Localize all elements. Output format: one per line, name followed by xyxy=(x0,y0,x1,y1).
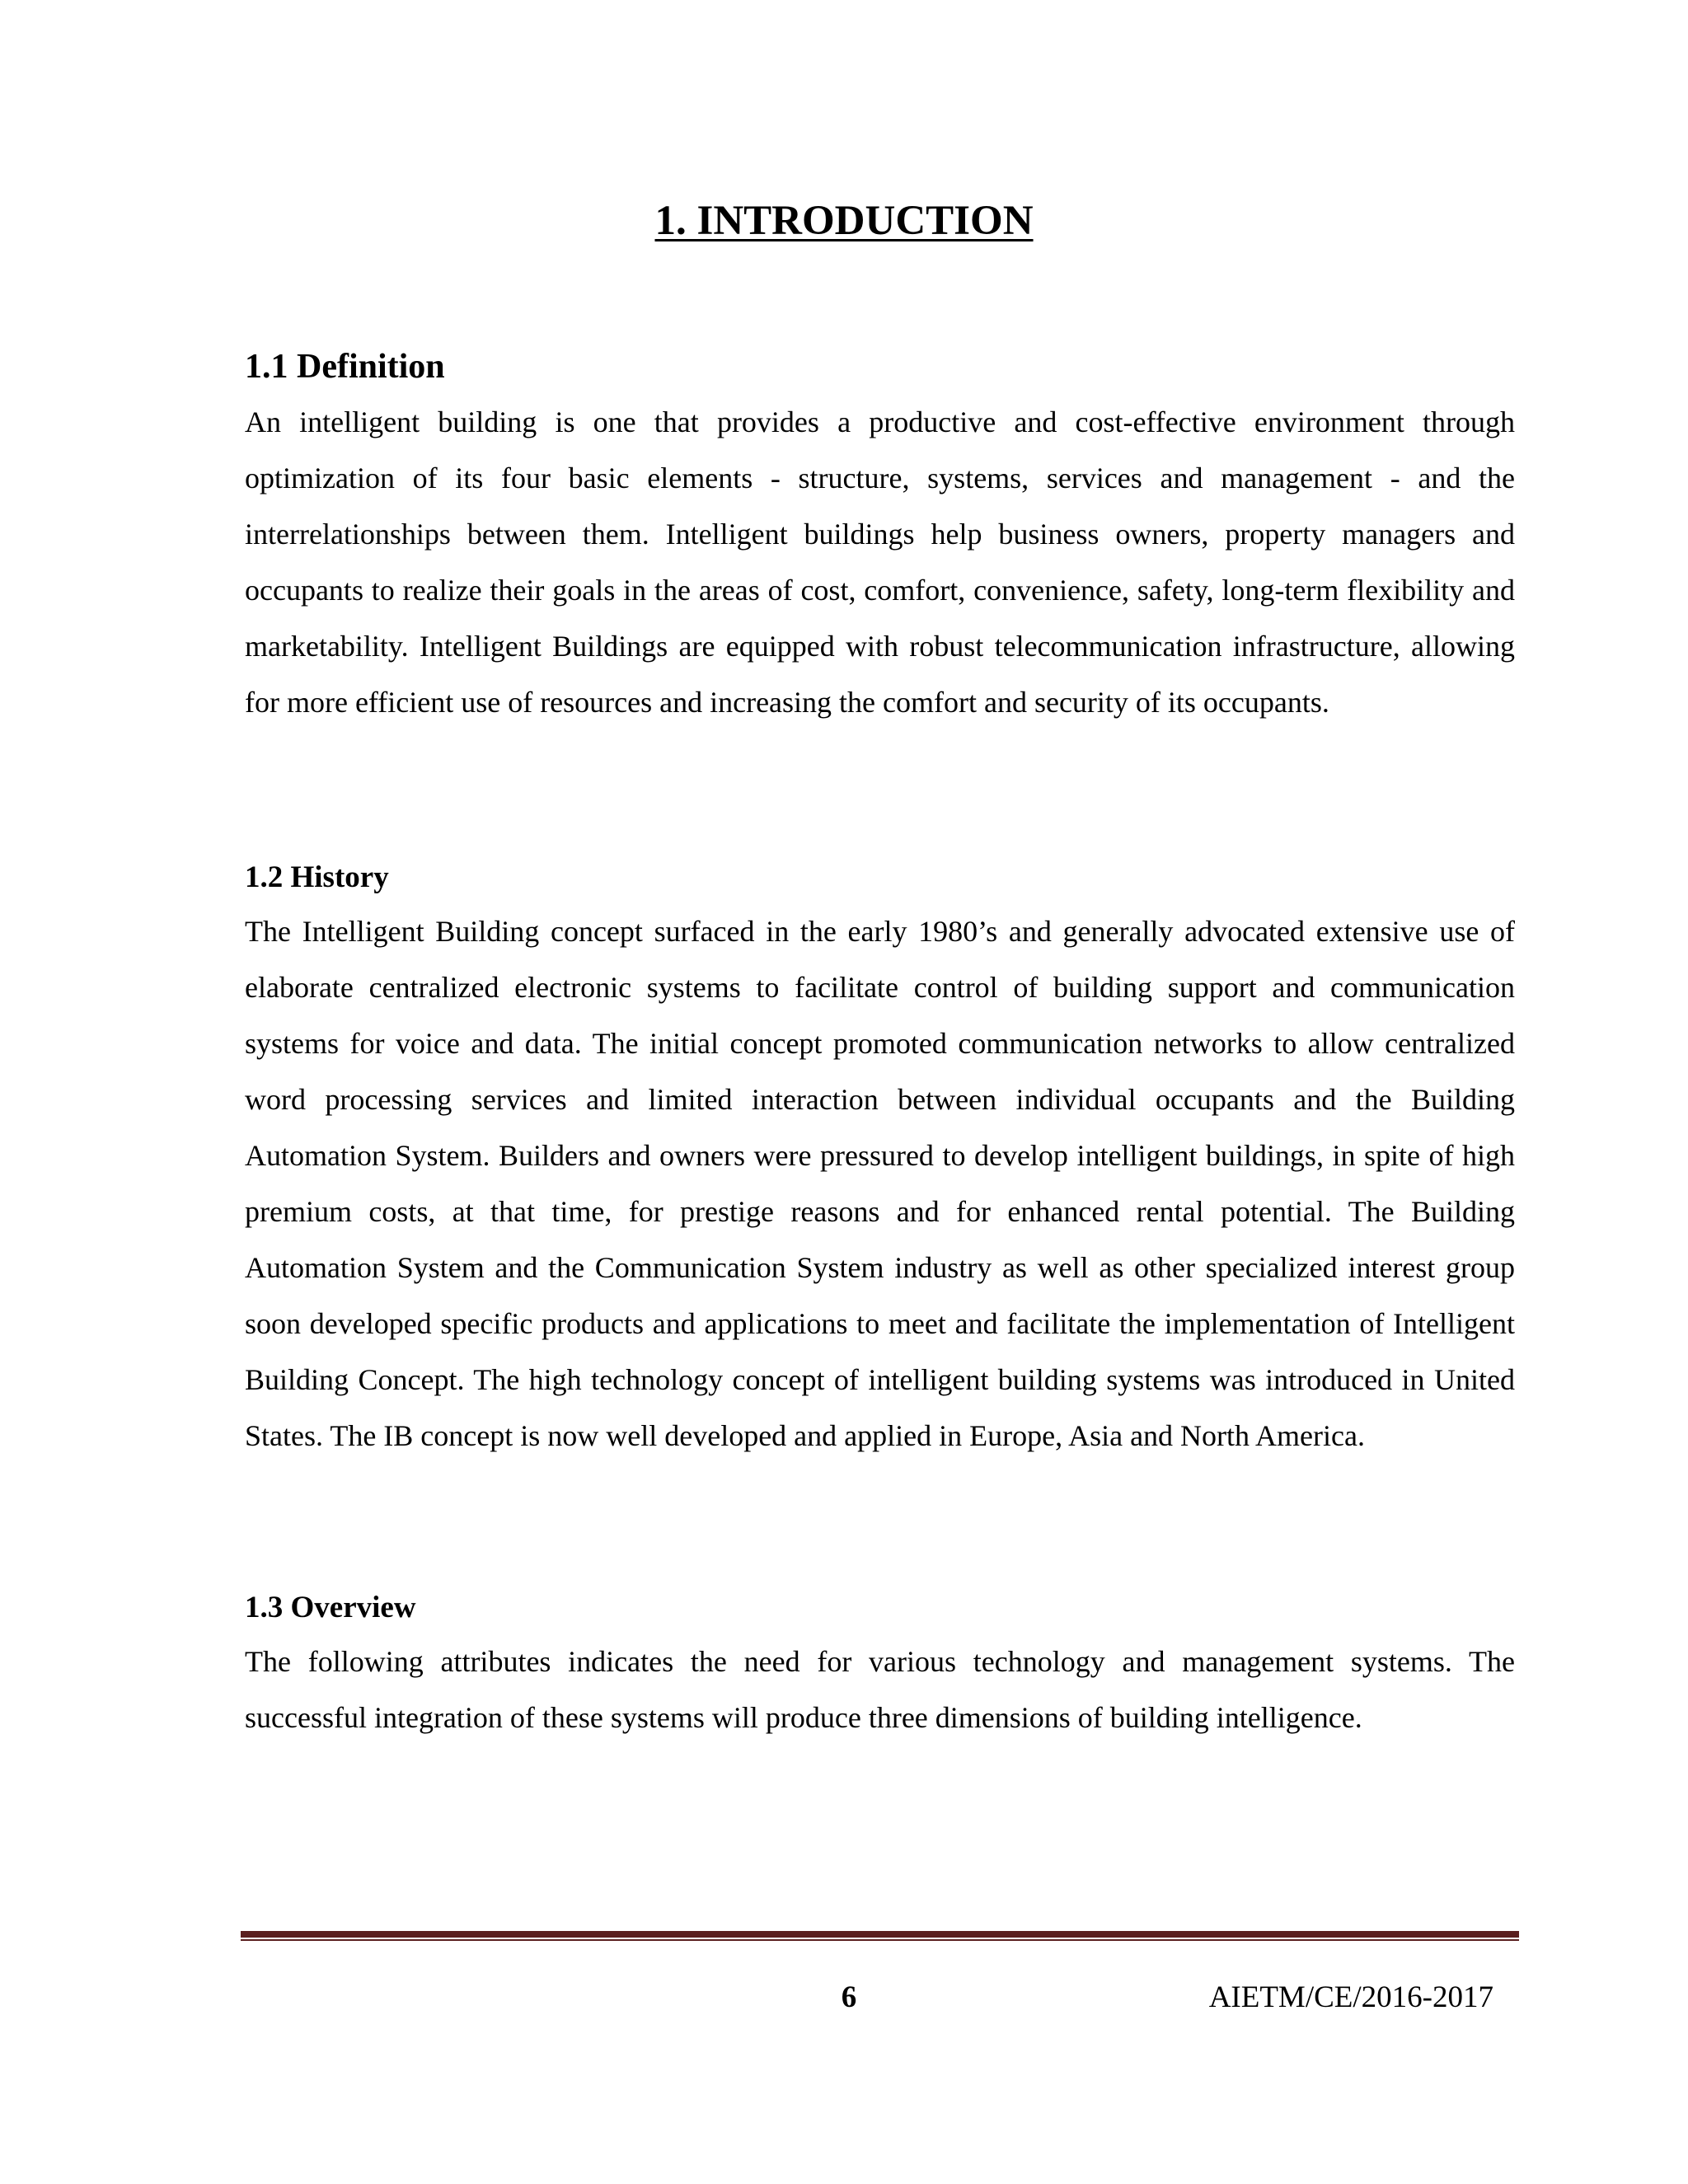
chapter-title: 1. INTRODUCTION xyxy=(654,198,1034,244)
footer-document-code: AIETM/CE/2016-2017 xyxy=(1208,1980,1493,2014)
footer-rule xyxy=(241,1931,1519,1941)
page-number: 6 xyxy=(841,1980,857,2014)
section-overview xyxy=(245,1589,1515,1746)
section-heading-overview: 1.3 Overview xyxy=(245,1591,416,1624)
section-heading-history: 1.2 History xyxy=(245,860,389,894)
section-definition xyxy=(245,346,1515,730)
section-heading-definition: 1.1 Definition xyxy=(245,348,445,386)
section-body-definition: An intelligent building is one that provides a productive and cost-effective environment through optimization of its four basic elements - structure, systems, services and management - and the interrelationships between them. Intelligent buildings help business owners, property managers and occupants to realize their goals in the areas of cost, comfort, convenience, safety, long-term flexibility and marketability. Intelligent Buildings are equipped with robust telecommunication infrastructure, allowing for more efficient use of resources and increasing the comfort and security of its occupants. xyxy=(245,405,1515,719)
section-history xyxy=(245,859,1515,1464)
section-body-history: The Intelligent Building concept surfaced in the early 1980’s and generally advocated extensive use of elaborate centralized electronic systems to facilitate control of building support and communication systems for voice and data. The initial concept promoted communication networks to allow centralized word processing services and limited interaction between individual occupants and the Building Automation System. Builders and owners were pressured to develop intelligent buildings, in spite of high premium costs, at that time, for prestige reasons and for enhanced rental potential. The Building Automation System and the Communication System industry as well as other specialized interest group soon developed specific products and applications to meet and facilitate the implementation of Intelligent Building Concept. The high technology concept of intelligent building systems was introduced in United States. The IB concept is now well developed and applied in Europe, Asia and North America. xyxy=(245,915,1515,1452)
section-body-overview: The following attributes indicates the need for various technology and management systems. The successful integration of these systems will produce three dimensions of building intelligence. xyxy=(245,1645,1515,1734)
